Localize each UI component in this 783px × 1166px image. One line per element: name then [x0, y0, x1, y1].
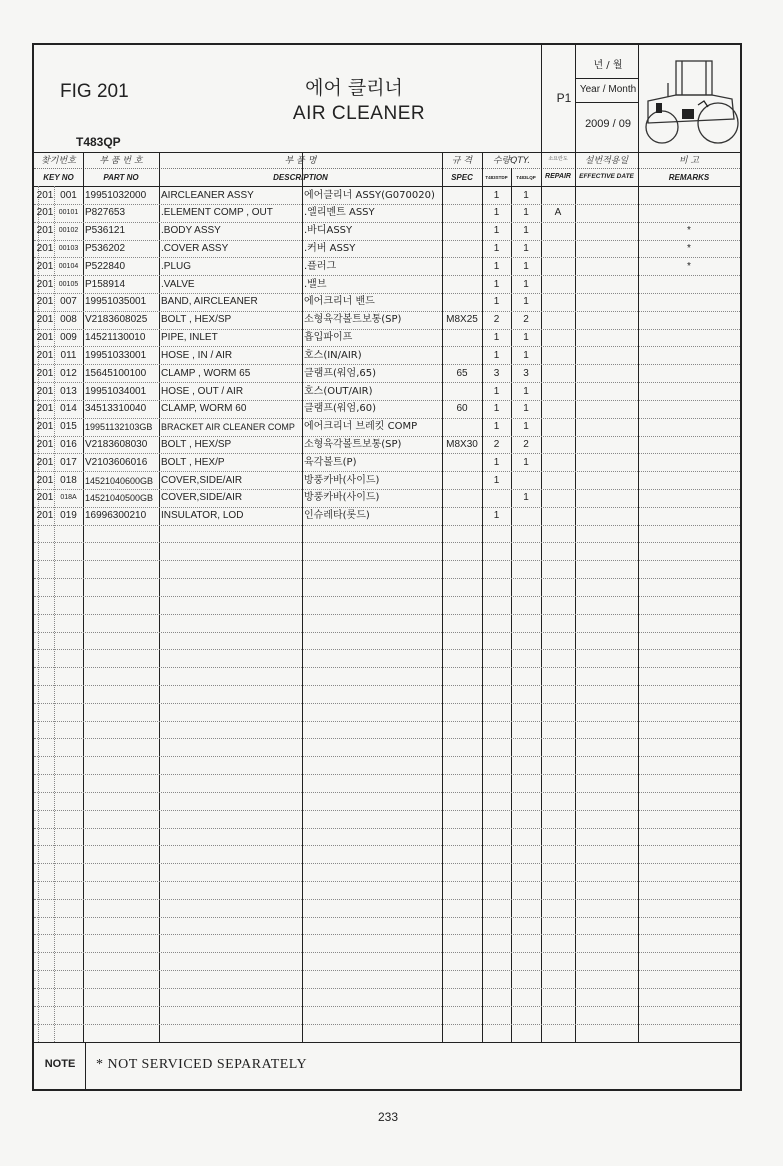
cell-part: 19951132103GB	[85, 422, 153, 433]
col-header-part: PART NO	[103, 173, 139, 182]
cell-remarks	[638, 187, 740, 205]
cell-spec	[442, 383, 482, 401]
cell-q1: 1	[493, 296, 500, 308]
cell-desc: .COVER ASSY	[161, 243, 229, 254]
col-header-desc-ko: 부 품 명	[284, 156, 317, 166]
cell-q2: 1	[523, 492, 529, 504]
row-rule	[34, 721, 740, 722]
cell-q2: 1	[523, 421, 529, 433]
cell-spec	[442, 454, 482, 472]
cell-eff	[575, 240, 638, 258]
cell-fig: 201	[36, 492, 54, 504]
cell-repair	[541, 258, 575, 276]
cell-q2: 1	[523, 207, 529, 219]
row-rule	[34, 596, 740, 597]
cell-spec	[442, 329, 482, 347]
row-rule	[34, 988, 740, 989]
cell-remarks	[638, 489, 740, 507]
cell-spec	[442, 293, 482, 311]
cell-eff	[575, 311, 638, 329]
cell-q1: 1	[493, 225, 500, 237]
cell-desc: INSULATOR, LOD	[161, 510, 244, 522]
cell-desc: .ELEMENT COMP , OUT	[161, 207, 273, 219]
cell-remarks	[638, 383, 740, 401]
cell-spec	[442, 258, 482, 276]
cell-eff	[575, 258, 638, 276]
header-subdivider	[34, 168, 740, 169]
row-rule	[34, 828, 740, 829]
cell-key: 00101	[58, 209, 79, 217]
cell-remarks	[638, 293, 740, 311]
row-rule	[34, 703, 740, 704]
year-month-label: Year / Month	[579, 84, 637, 95]
cell-spec: M8X30	[446, 439, 478, 450]
cell-desc: BOLT , HEX/P	[161, 456, 225, 468]
cell-spec	[442, 240, 482, 258]
parts-catalog-sheet	[32, 43, 742, 1091]
row-rule	[34, 471, 740, 472]
row-rule	[34, 917, 740, 918]
cell-desc: HOSE , OUT / AIR	[161, 385, 244, 397]
cell-repair	[541, 329, 575, 347]
row-rule	[34, 542, 740, 543]
cell-eff	[575, 187, 638, 205]
cell-key: 018	[60, 474, 77, 486]
cell-eff	[575, 383, 638, 401]
row-rule	[34, 329, 740, 330]
cell-desc-ko: 에어크리너 밴드	[304, 296, 375, 308]
col-header-remarks: REMARKS	[668, 173, 710, 182]
cell-eff	[575, 329, 638, 347]
cell-fig: 201	[36, 510, 54, 522]
cell-repair	[541, 400, 575, 418]
cell-desc: BOLT , HEX/SP	[161, 439, 232, 450]
row-rule	[34, 899, 740, 900]
effective-date: 2009 / 09	[585, 118, 631, 130]
cell-part: 19951033001	[85, 349, 147, 361]
cell-desc: .BODY ASSY	[161, 225, 221, 237]
cell-remarks	[638, 454, 740, 472]
row-rule	[34, 578, 740, 579]
cell-q1: 1	[493, 243, 500, 254]
col-header-remarks-ko: 비 고	[678, 156, 700, 166]
cell-q2: 1	[523, 243, 529, 254]
cell-q1: 2	[493, 439, 500, 450]
note-divider	[34, 1042, 740, 1043]
cell-part: P536121	[85, 225, 126, 237]
row-rule	[34, 1006, 740, 1007]
cell-eff	[575, 204, 638, 222]
cell-part: P827653	[85, 207, 126, 219]
cell-key: 011	[60, 349, 77, 361]
cell-spec	[442, 204, 482, 222]
cell-remarks	[638, 400, 740, 418]
col-header-key: KEY NO	[43, 173, 74, 182]
col-header-desc: DESCRIPTION	[273, 173, 328, 182]
cell-desc: AIRCLEANER ASSY	[161, 189, 254, 201]
cell-eff	[575, 454, 638, 472]
cell-fig: 201	[36, 207, 54, 219]
row-rule	[34, 649, 740, 650]
row-rule	[34, 525, 740, 526]
row-rule	[34, 489, 740, 490]
cell-q1: 1	[493, 349, 500, 361]
cell-repair	[541, 187, 575, 205]
cell-key: 018A	[60, 494, 77, 502]
cell-spec: 60	[456, 403, 468, 415]
cell-q2: 1	[523, 296, 529, 308]
cell-q1: 3	[493, 367, 500, 379]
cell-desc-ko: 에어클리너 ASSY(G070020)	[304, 189, 435, 201]
cell-q2: 1	[523, 189, 529, 201]
cell-q1	[482, 489, 511, 507]
cell-desc-ko: .커버 ASSY	[304, 243, 356, 254]
row-rule	[34, 293, 740, 294]
cell-q2: 2	[523, 439, 529, 450]
cell-repair	[541, 276, 575, 294]
cell-part: V2183608030	[85, 439, 148, 450]
row-rule	[34, 614, 740, 615]
col-header-qty-ko: 수량QTY.	[492, 156, 531, 166]
cell-eff	[575, 222, 638, 240]
cell-repair	[541, 365, 575, 383]
cell-fig: 201	[36, 332, 54, 344]
cell-fig: 201	[36, 189, 54, 201]
cell-remarks	[638, 347, 740, 365]
row-rule	[34, 792, 740, 793]
cell-fig: 201	[36, 314, 54, 326]
cell-repair	[541, 311, 575, 329]
row-rule	[34, 1024, 740, 1025]
cell-q1: 1	[493, 207, 500, 219]
col-header-qty-a: T483STDP	[485, 175, 508, 180]
cell-repair	[541, 240, 575, 258]
cell-part: V2183608025	[85, 314, 148, 326]
cell-desc-ko: 호스(OUT/AIR)	[304, 385, 373, 397]
cell-eff	[575, 436, 638, 454]
cell-spec	[442, 222, 482, 240]
cell-repair	[541, 436, 575, 454]
note-label-divider	[85, 1042, 86, 1091]
cell-eff	[575, 418, 638, 436]
cell-remarks	[638, 472, 740, 490]
title-korean: 에어 클리너	[305, 77, 403, 99]
row-rule	[34, 952, 740, 953]
cell-key: 014	[60, 403, 77, 415]
cell-key: 007	[60, 296, 77, 308]
row-rule	[34, 311, 740, 312]
row-rule	[34, 632, 740, 633]
row-rule	[34, 507, 740, 508]
cell-part: P522840	[85, 260, 126, 272]
row-rule	[34, 667, 740, 668]
cell-q1: 1	[493, 474, 500, 486]
cell-desc-ko: .바디ASSY	[304, 225, 353, 237]
cell-desc: .PLUG	[161, 260, 192, 272]
cell-spec	[442, 276, 482, 294]
cell-remarks	[638, 276, 740, 294]
cell-eff	[575, 293, 638, 311]
cell-q2: 3	[523, 367, 529, 379]
cell-part: P158914	[85, 278, 126, 290]
cell-desc: CLAMP, WORM 60	[161, 403, 247, 415]
cell-key: 001	[60, 189, 77, 201]
cell-fig: 201	[36, 260, 54, 272]
cell-q2: 2	[523, 314, 529, 326]
cell-desc-ko: 육각볼트(P)	[304, 456, 357, 468]
cell-desc-ko: 방풍카바(사이드)	[304, 474, 380, 486]
row-rule	[34, 240, 740, 241]
row-rule	[34, 810, 740, 811]
cell-key: 017	[60, 456, 77, 468]
row-rule	[34, 364, 740, 365]
cell-eff	[575, 276, 638, 294]
cell-key: 00103	[58, 245, 79, 252]
cell-spec: 65	[456, 367, 468, 379]
cell-desc-ko: 호스(IN/AIR)	[304, 349, 362, 361]
cell-key: 012	[60, 367, 77, 379]
cell-q1: 1	[493, 421, 500, 433]
cell-desc-ko: 흡입파이프	[304, 332, 353, 344]
tractor-icon	[638, 53, 740, 149]
title-english: AIR CLEANER	[292, 103, 426, 124]
row-rule	[34, 346, 740, 347]
cell-part: V2103606016	[85, 456, 148, 468]
cell-remarks: *	[687, 260, 691, 272]
cell-desc-ko: .플러그	[304, 260, 337, 272]
cell-q2: 1	[523, 349, 529, 361]
cell-desc-ko: 클램프(워엄,65)	[304, 367, 377, 379]
cell-q1: 1	[493, 385, 500, 397]
cell-repair	[541, 418, 575, 436]
cell-q2: 1	[523, 278, 529, 290]
cell-key: 00102	[58, 227, 79, 235]
cell-desc: BOLT , HEX/SP	[161, 314, 232, 326]
cell-desc: CLAMP , WORM 65	[161, 367, 251, 379]
cell-fig: 201	[36, 225, 54, 237]
cell-desc: COVER,SIDE/AIR	[161, 474, 243, 486]
page-indicator: P1	[556, 91, 572, 105]
cell-key: 00104	[58, 262, 79, 270]
cell-desc: .VALVE	[161, 278, 195, 290]
cell-repair	[541, 293, 575, 311]
cell-repair	[541, 507, 575, 525]
cell-q2: 1	[523, 225, 529, 237]
cell-fig: 201	[36, 385, 54, 397]
cell-q1: 1	[493, 189, 500, 201]
cell-repair	[541, 222, 575, 240]
cell-remarks: *	[687, 243, 691, 254]
cell-desc-ko: .엘리멘트 ASSY	[304, 207, 375, 219]
model-code: T483QP	[76, 135, 121, 149]
row-rule	[34, 436, 740, 437]
col-header-spec-ko: 규 격	[451, 156, 473, 166]
row-rule	[34, 845, 740, 846]
cell-remarks: *	[687, 225, 691, 237]
cell-remarks	[638, 507, 740, 525]
cell-q1: 1	[493, 403, 500, 415]
row-rule	[34, 275, 740, 276]
cell-key: 00105	[58, 280, 79, 288]
row-rule	[34, 756, 740, 757]
cell-desc: HOSE , IN / AIR	[161, 349, 233, 361]
row-rule	[34, 881, 740, 882]
row-rule	[34, 970, 740, 971]
row-rule	[34, 382, 740, 383]
cell-remarks	[638, 204, 740, 222]
cell-remarks	[638, 311, 740, 329]
col-header-spec: SPEC	[451, 173, 473, 182]
cell-desc-ko: 소형육각볼트보통(SP)	[304, 439, 402, 450]
cell-remarks	[638, 329, 740, 347]
year-month-korean: 년 / 월	[593, 60, 623, 71]
row-rule	[34, 257, 740, 258]
cell-q2: 1	[523, 332, 529, 344]
row-rule	[34, 418, 740, 419]
col-header-key-ko: 찾기번호	[41, 156, 76, 166]
cell-spec	[442, 187, 482, 205]
cell-q2	[511, 472, 541, 490]
row-rule	[34, 934, 740, 935]
cell-key: 015	[60, 421, 77, 433]
cell-part: 19951035001	[85, 296, 147, 308]
col-header-eff: EFFECTIVE DATE	[579, 173, 634, 180]
cell-part: 14521040500GB	[85, 493, 154, 504]
cell-q1: 1	[493, 260, 500, 272]
cell-fig: 201	[36, 367, 54, 379]
cell-fig: 201	[36, 349, 54, 361]
cell-fig: 201	[36, 278, 54, 290]
cell-q2	[511, 507, 541, 525]
cell-spec	[442, 489, 482, 507]
cell-spec	[442, 507, 482, 525]
cell-q2: 1	[523, 385, 529, 397]
col-line-desc-en	[302, 152, 303, 1042]
cell-part: 16996300210	[85, 510, 147, 522]
cell-fig: 201	[36, 456, 54, 468]
cell-fig: 201	[36, 474, 54, 486]
cell-desc: PIPE, INLET	[161, 332, 218, 344]
cell-fig: 201	[36, 421, 54, 433]
cell-part: 14521130010	[85, 332, 146, 344]
cell-q1: 1	[493, 332, 500, 344]
row-rule	[34, 685, 740, 686]
cell-desc-ko: 에어크리너 브레킷 COMP	[304, 421, 418, 433]
note-label: NOTE	[44, 1058, 76, 1070]
row-rule	[34, 204, 740, 205]
cell-desc-ko: 클램프(워엄,60)	[304, 403, 377, 415]
cell-q2: 1	[523, 260, 529, 272]
cell-key: 016	[60, 439, 77, 450]
cell-key: 008	[60, 314, 77, 326]
row-rule	[34, 453, 740, 454]
row-rule	[34, 863, 740, 864]
cell-part: 34513310040	[85, 403, 147, 415]
cell-fig: 201	[36, 243, 54, 254]
cell-repair	[541, 489, 575, 507]
cell-repair	[541, 347, 575, 365]
cell-repair	[541, 472, 575, 490]
cell-eff	[575, 472, 638, 490]
cell-desc: BRACKET AIR CLEANER COMP	[161, 422, 295, 433]
cell-spec	[442, 472, 482, 490]
page-number: 233	[377, 1110, 399, 1124]
cell-desc-ko: 방풍카바(사이드)	[304, 492, 380, 504]
col-line-key	[83, 152, 84, 1042]
note-text: * NOT SERVICED SEPARATELY	[96, 1057, 308, 1072]
cell-desc: BAND, AIRCLEANER	[161, 296, 258, 308]
col-header-qty-b: T483LQP	[516, 175, 536, 180]
cell-remarks	[638, 365, 740, 383]
cell-q1: 1	[493, 510, 500, 522]
cell-part: 19951034001	[85, 385, 147, 397]
cell-desc-ko: 소형육각볼트보통(SP)	[304, 314, 402, 326]
ym-divider-1	[575, 78, 638, 79]
cell-eff	[575, 400, 638, 418]
cell-eff	[575, 507, 638, 525]
cell-q2: 1	[523, 403, 529, 415]
cell-fig: 201	[36, 296, 54, 308]
cell-part: 14521040600GB	[85, 475, 154, 486]
row-rule	[34, 560, 740, 561]
cell-remarks	[638, 418, 740, 436]
col-line-part	[159, 152, 160, 1042]
cell-remarks	[638, 436, 740, 454]
row-rule	[34, 400, 740, 401]
row-rule	[34, 222, 740, 223]
cell-eff	[575, 489, 638, 507]
cell-repair	[541, 454, 575, 472]
cell-repair: A	[554, 207, 562, 219]
cell-part: 15645100100	[85, 367, 147, 379]
cell-key: 019	[60, 510, 77, 522]
cell-key: 013	[60, 385, 77, 397]
row-rule	[34, 738, 740, 739]
cell-q1: 1	[493, 456, 500, 468]
col-header-repair-ko: 소요란도	[548, 156, 568, 162]
cell-spec	[442, 347, 482, 365]
cell-eff	[575, 347, 638, 365]
cell-repair	[541, 383, 575, 401]
figure-number: FIG 201	[60, 81, 129, 102]
cell-spec	[442, 418, 482, 436]
cell-desc: COVER,SIDE/AIR	[161, 492, 243, 504]
cell-eff	[575, 365, 638, 383]
cell-desc-ko: .밸브	[304, 278, 327, 290]
cell-spec: M8X25	[446, 314, 478, 326]
cell-part: P536202	[85, 243, 126, 254]
cell-q2: 1	[523, 456, 529, 468]
cell-desc-ko: 인슈레타(롯드)	[304, 510, 370, 522]
row-rule	[34, 774, 740, 775]
cell-q1: 2	[493, 314, 500, 326]
cell-part: 19951032000	[85, 189, 147, 201]
cell-q1: 1	[493, 278, 500, 290]
cell-fig: 201	[36, 439, 54, 450]
col-header-repair: REPAIR	[545, 173, 571, 180]
col-header-eff-ko: 설번적용일	[584, 156, 629, 166]
col-header-part-ko: 부 품 번 호	[99, 156, 143, 166]
cell-fig: 201	[36, 403, 54, 415]
cell-key: 009	[60, 332, 77, 344]
